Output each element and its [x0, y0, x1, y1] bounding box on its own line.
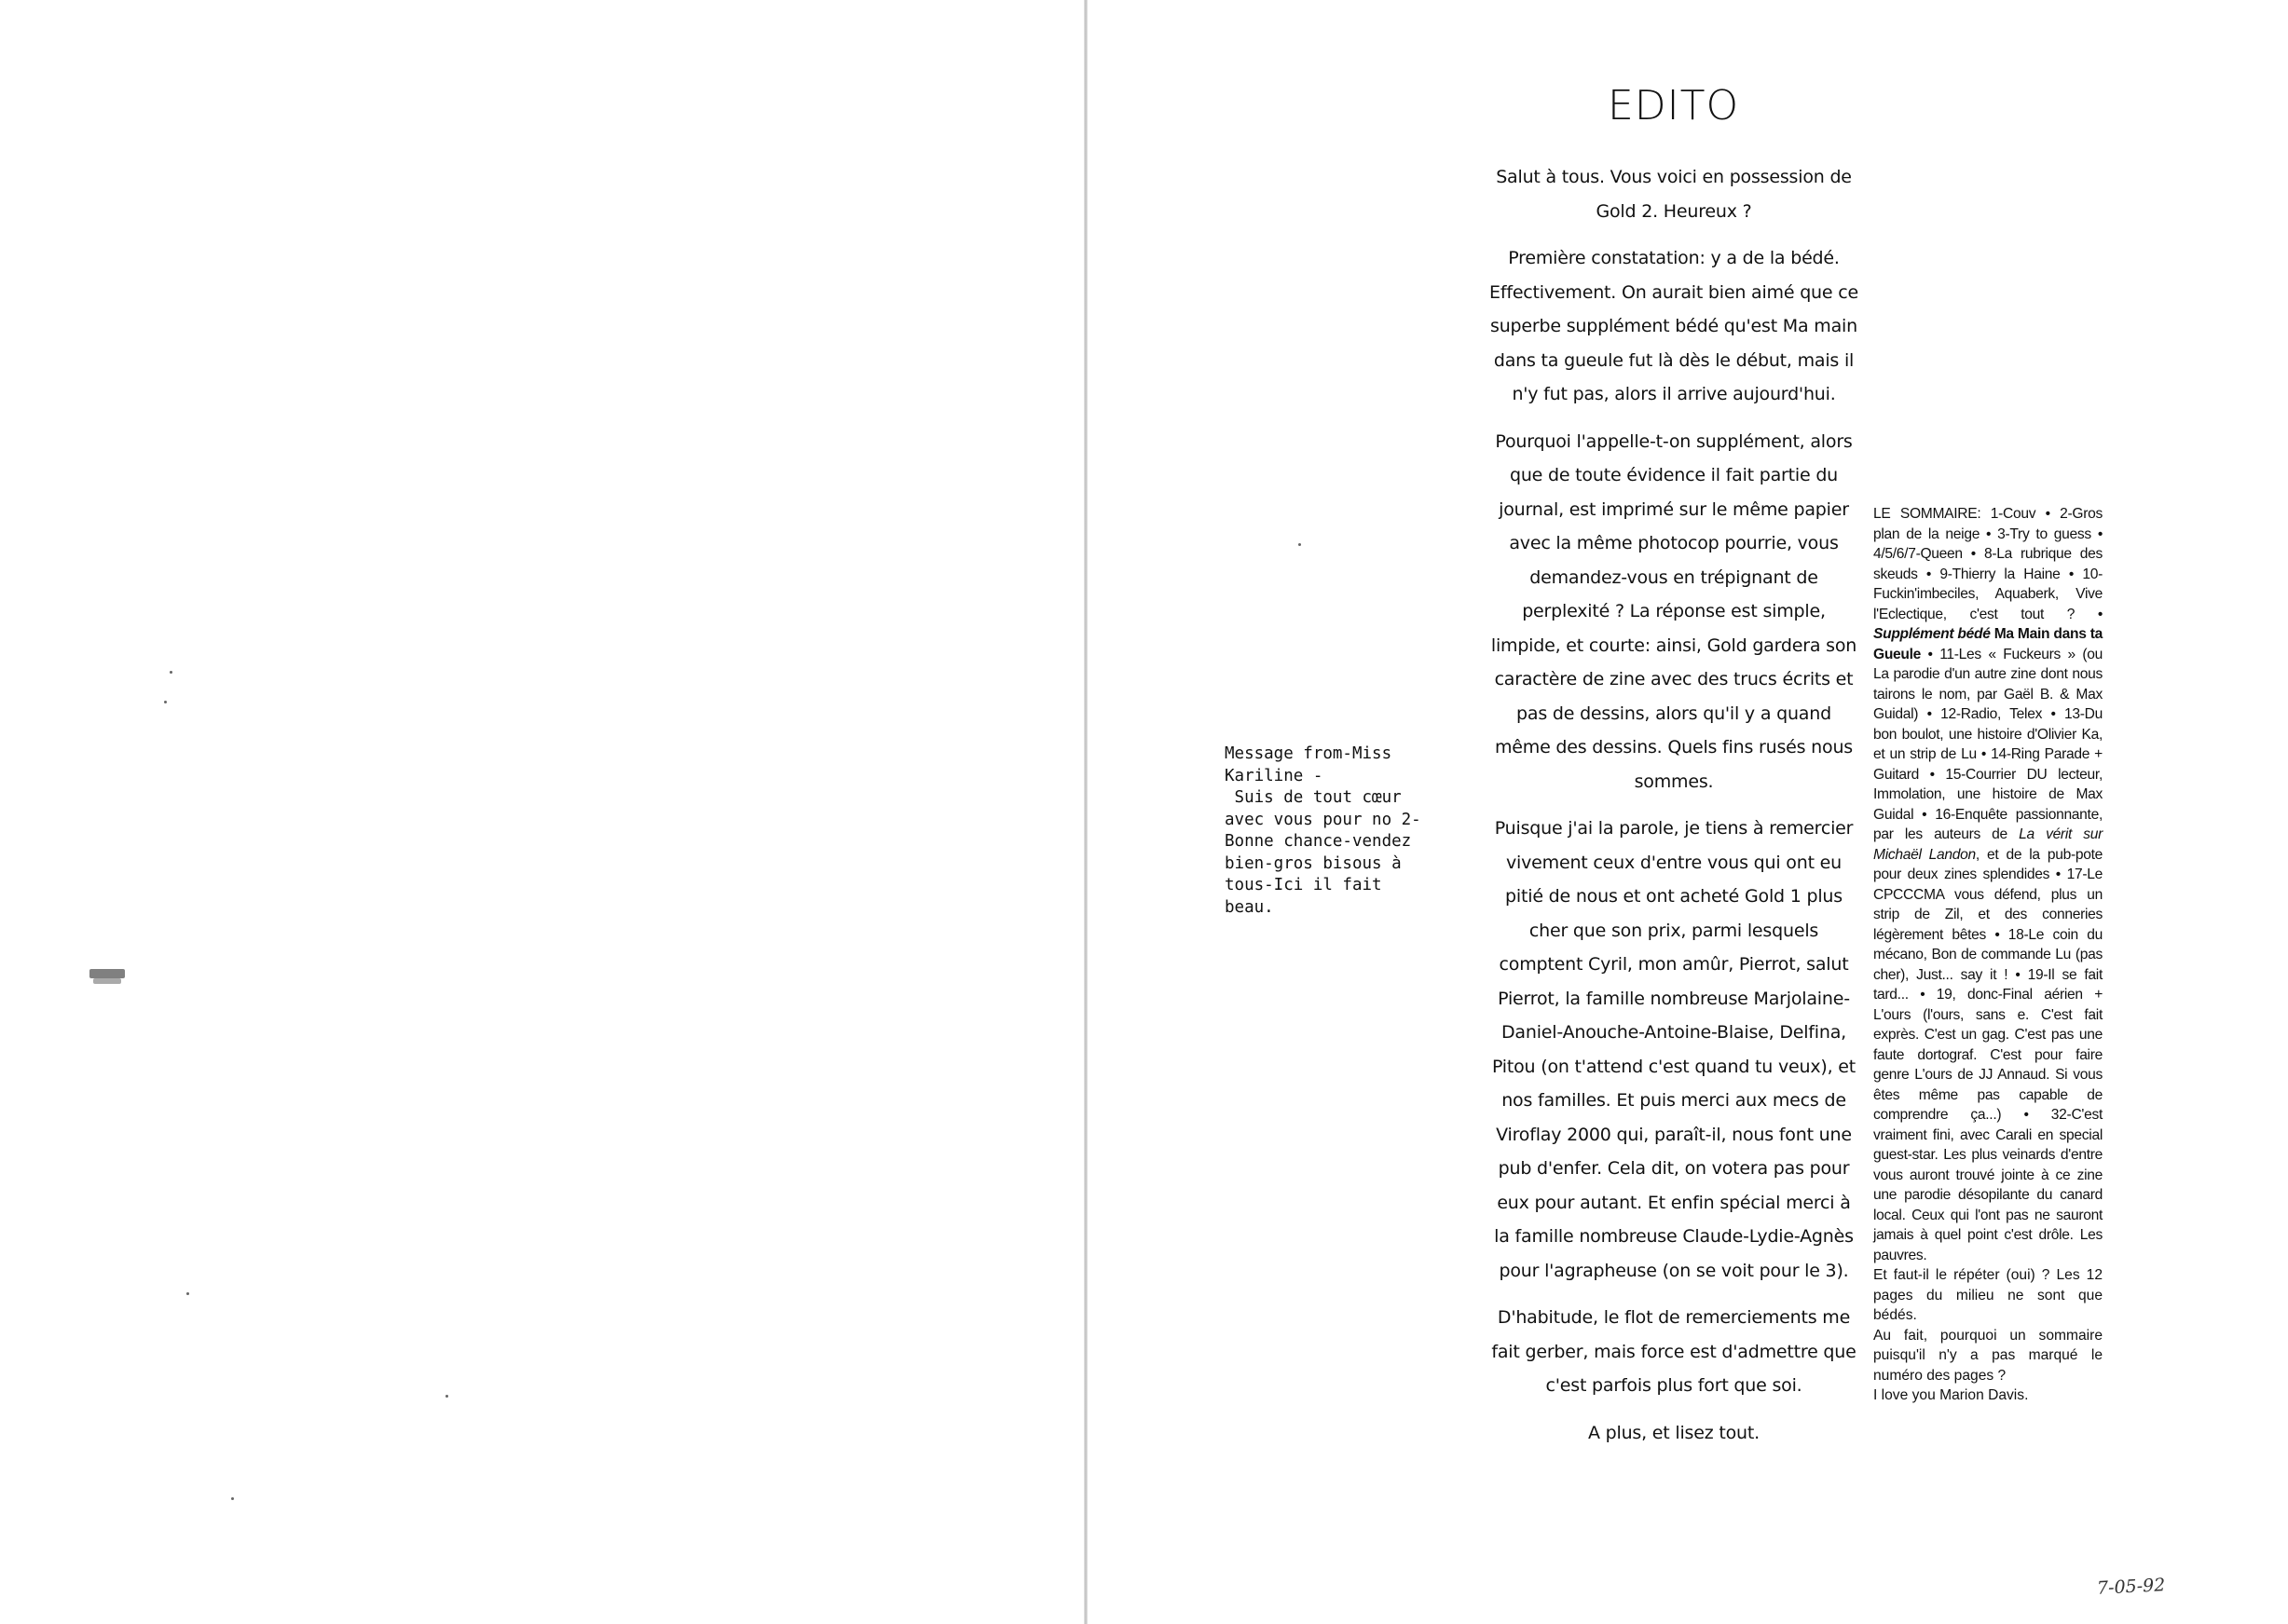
- sommaire-text: LE SOMMAIRE: 1-Couv • 2-Gros plan de la neige • 3-Try to guess • 4/5/6/7-Queen • 8-La rubrique des skeuds • 9-Thierry la Haine • 10-Fuckin'imbeciles, Aquaberk, Vive l'Eclectique, c'est tout ? •: [1873, 506, 2103, 622]
- edito-body: [1487, 160, 1860, 1463]
- scan-speck: [231, 1497, 234, 1500]
- scan-speck: [186, 1292, 189, 1295]
- left-page-blank: [0, 0, 1086, 1624]
- edito-paragraph: Première constatation: y a de la bédé. Effectivement. On aurait bien aimé que ce superbe supplément bédé qu'est Ma main dans ta gueule fut là dès le début, mais il n'y fut pas, alors il arrive aujourd'hui.: [1489, 248, 1858, 404]
- handwritten-date: 7-05-92: [2096, 1575, 2166, 1599]
- edito-paragraph: D'habitude, le flot de remerciements me fait gerber, mais force est d'admettre que c'est parfois plus fort que soi.: [1491, 1307, 1856, 1396]
- message-from-kariline: Message from-Miss Kariline - Suis de tout cœur avec vous pour no 2- Bonne chance-vendez bien-gros bisous à tous-Ici il fait beau.: [1225, 744, 1421, 917]
- sommaire-note: Et faut-il le répéter (oui) ? Les 12 pages du milieu ne sont que bédés.: [1873, 1267, 2103, 1323]
- sommaire-supplement-title: Ma Main dans ta Gueule: [1873, 626, 2103, 662]
- sommaire-note: Au fait, pourquoi un sommaire puisqu'il n'y a pas marqué le numéro des pages ?: [1873, 1327, 2103, 1384]
- sommaire-supplement-label: Supplément bédé: [1873, 626, 1991, 642]
- sommaire-note: I love you Marion Davis.: [1873, 1387, 2029, 1403]
- sommaire-text: • 11-Les « Fuckeurs » (ou La parodie d'un autre zine dont nous tairons le nom, par Gaël B. & Max Guidal) • 12-Radio, Telex • 13-Du bon boulot, une histoire d'Olivier Ka, et un strip de Lu • 14-Ring Parade + Guitard • 15-Courrier DU lecteur, Immolation, une histoire de Max Guidal • 16-Enquête passionnante, par les auteurs de: [1873, 646, 2103, 842]
- scan-smudge: [93, 978, 121, 984]
- sommaire-text: , et de la pub-pote pour deux zines splendides • 17-Le CPCCCMA vous défend, plus un strip de Zil, et des conneries légèrement bêtes • 18-Le coin du mécano, Bon de commande Lu (pas cher), Just... say it ! • 19-Il se fait tard... • 19, donc-Final aérien + L'ours (l'ours, sans e. C'est fait exprès. C'est un gag. C'est pas une faute dortograf. C'est pour faire genre L'ours de JJ Annaud. Si vous êtes même pas capable de comprendre ça...) • 32-C'est vraiment fini, avec Carali en special guest-star. Les plus veinards d'entre vous auront trouvé jointe à ce zine une parodie désopilante du canard local. Ceux qui l'ont pas ne sauront jamais à quel point c'est drôle. Les pauvres.: [1873, 846, 2103, 1263]
- edito-paragraph: A plus, et lisez tout.: [1588, 1422, 1760, 1443]
- edito-paragraph: Puisque j'ai la parole, je tiens à remercier vivement ceux d'entre vous qui ont eu pitié de nous et ont acheté Gold 1 plus cher que son prix, parmi lesquels comptent Cyril, mon amûr, Pierrot, salut Pierrot, la famille nombreuse Marjolaine-Daniel-Anouche-Antoine-Blaise, Delfina, Pitou (on t'attend c'est quand tu veux), et nos familles. Et puis merci aux mecs de Viroflay 2000 qui, paraît-il, nous font une pub d'enfer. Cela dit, on votera pas pour eux pour autant. Et enfin spécial merci à la famille nombreuse Claude-Lydie-Agnès pour l'agrapheuse (on se voit pour le 3).: [1491, 818, 1856, 1281]
- scan-smudge: [89, 969, 125, 978]
- sommaire-italic-title: La vérit sur Michaël Landon: [1873, 826, 2103, 863]
- edito-title: EDITO: [1608, 82, 1740, 130]
- edito-paragraph: Salut à tous. Vous voici en possession de Gold 2. Heureux ?: [1496, 167, 1852, 222]
- sommaire-main: [1873, 504, 2103, 1265]
- sommaire-column: [1873, 504, 2103, 1406]
- edito-paragraph: Pourquoi l'appelle-t-on supplément, alors que de toute évidence il fait partie du journal, est imprimé sur le même papier avec la même photocop pourrie, vous demandez-vous en trépignant de perplexité ? La réponse est simple, limpide, et courte: ainsi, Gold gardera son caractère de zine avec des trucs écrits et pas de dessins, alors qu'il y a quand même des dessins. Quels fins rusés nous sommes.: [1490, 430, 1857, 792]
- scan-speck: [164, 701, 167, 703]
- scan-speck: [445, 1395, 448, 1398]
- scan-speck: [170, 671, 172, 674]
